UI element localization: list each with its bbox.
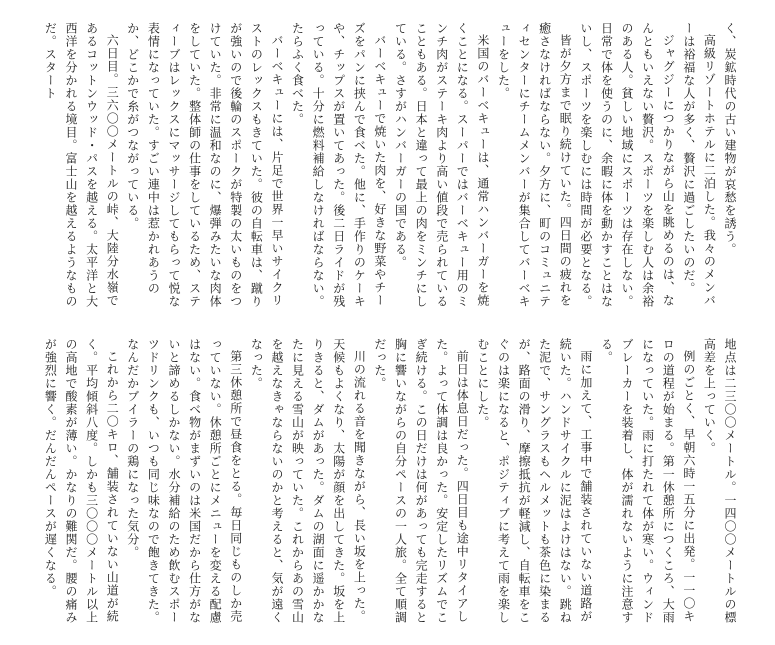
paragraph: 米国のバーベキューは、通常ハンバーガーを焼くことになる。スーパーではバーベキュー用のミンチ肉がステーキ肉より高い値段で売られていることもある。日本と違って最上の肉をミンチにしている。さすがハンバーガーの国である。 xyxy=(393,22,490,308)
paragraph: ジャグジーにつかりながら山を眺めるのは、なんともいえない贅沢。スポーツを楽しむ人は余裕のある人。貧しい地域にスポーツは存在しない。日常で体を使うのに、余暇に体を動かすことはないし、スポーツを楽しむには時間が必要となる。 xyxy=(578,22,676,308)
paragraph: く、炭鉱時代の古い建物が哀愁を誘う。 xyxy=(723,22,737,256)
paragraph: 地点は二三〇〇メートル。一四〇〇メートルの標高差を上っていく。 xyxy=(702,338,737,624)
paragraph: バーベキューには、片足で世界一早いサイクリストのレックスもきていた。彼の自転車は、蹴りが強いので後輪のスポークが特製の太いものをつけていた。非常に温和なのに、爆弾みたいな肉体をしていた。整体師の仕事をしているため、スティーブはレックスにマッサージしてもらって悦な表情になっていた。すごい連中は惹かれあうのか、どこかで糸がつながっている。 xyxy=(125,22,284,308)
paragraph: 例のごとく、早朝六時一五分に出発。一一〇キロの道程が始まる。第一休憩所につくころ、大雨になっていた。雨に打たれて体が寒い。ウィンドブレーカーを装着し、体が濡れないように注意する。 xyxy=(599,338,696,624)
paragraph: 高級リゾートホテルに二泊した。我々のメンバーは裕福な人が多く、贅沢に過ごしたいのだ。 xyxy=(681,22,717,307)
paragraph: 雨に加えて、工事中で舗装されていない道路が続いた。ハンドサイクルに泥はよけはない。跳ねた泥で、サングラスもヘルメットも茶色に染まるが、路面の滑り、摩擦抵抗が軽減し、自転車をこぐのは楽になると、ポジティブに考えて雨を楽しむことにした。 xyxy=(475,338,593,624)
paragraph: これから二〇キロ、舗装されていない山道が続く。平均傾斜八度。しかも三〇〇〇メートル以上の高地で酸素が薄い。かなりの難関だ。腰の痛みが強烈に響く。だんだんペースが遅くなる。 xyxy=(43,338,120,624)
paragraph: 川の流れる音を聞きながら、長い坂を上った。天候もよくなり、太陽が顔を出してきた。坂を上りきると、ダムがあった。ダムの湖面に遥かかなたに見える雪山が映っていた。これからあの雪山を越えなきゃならないのかと考えると、気が遠くなった。 xyxy=(249,338,367,624)
paragraph: 皆が夕方まで眠り続けていた。四日間の疲れを癒さなければならない。夕方に、町のコミュニティセンターにチームメンバーが集合してバーベキューをした。 xyxy=(496,22,573,308)
lower-text-block xyxy=(40,338,740,628)
paragraph: 第三休憩所で昼食をとる。毎日同じものしか売っていない。休憩所ごとにメニューを変える配慮はない。食べ物がまずいのは米国だから仕方がないと諦めるしかない。水分補給のため飲むスポーツドリンクも、いつも同じ味なので飽きてきた。なんだかブイラーの鶏になった気分。 xyxy=(125,338,243,624)
paragraph: 六日目。三六〇〇メートルの峠、大陸分水嶺であるコットンウッド・パスを越える。太平洋と大西洋を分かれる境目。富士山を越えるようなものだ。スタート xyxy=(43,22,120,308)
paragraph: バーベキューで焼いた肉を、好きな野菜やチーズをパンに挟んで食べた。他に、手作りのケーキや、チップスが置いてあった。後二日ライドが残っている。十分に燃料補給しなければならない。たらふく食べた。 xyxy=(290,22,387,308)
paragraph: 前日は体息日だった。四日目も途中リタイアした。よって体調は良かった。安定したリズムでこぎ続ける。この日だけは何があっても完走すると胸に響いながらの自分ペースの一人旅。全て順調だった。 xyxy=(372,338,470,624)
upper-text-block xyxy=(40,22,740,310)
